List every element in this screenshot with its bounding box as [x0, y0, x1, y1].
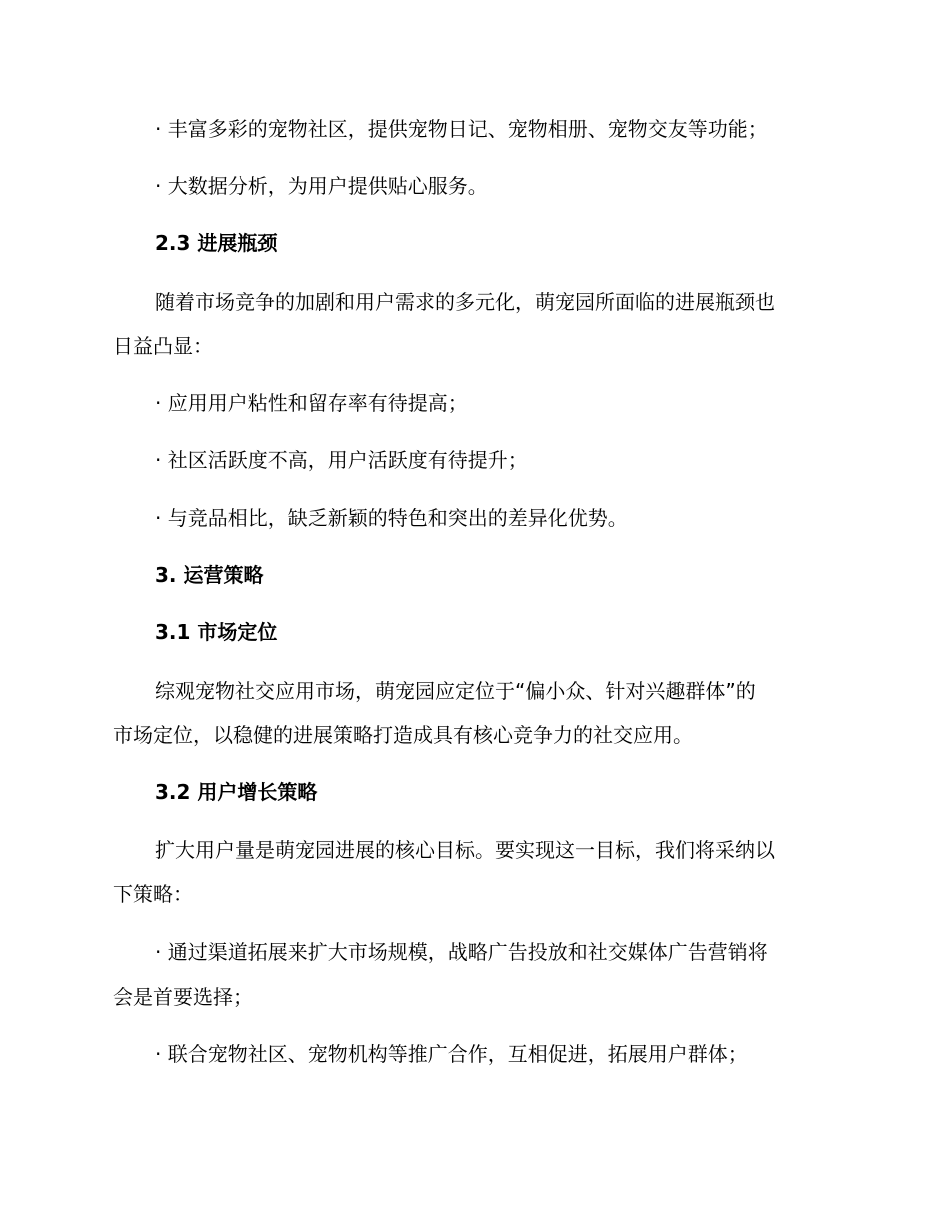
paragraph-bottleneck-line-1: 随着市场竞争的加剧和用户需求的多元化，萌宠园所面临的进展瓶颈也: [155, 290, 775, 314]
section-heading-3-2: 3.2 用户增长策略: [155, 780, 318, 804]
bullet-partnerships: · 联合宠物社区、宠物机构等推广合作，互相促进，拓展用户群体；: [155, 1042, 748, 1066]
bullet-big-data: · 大数据分析，为用户提供贴心服务。: [155, 174, 488, 198]
paragraph-growth-line-2: 下策略：: [113, 882, 193, 906]
bullet-competition: · 与竞品相比，缺乏新颖的特色和突出的差异化优势。: [155, 506, 628, 530]
paragraph-position-line-1: 综观宠物社交应用市场，萌宠园应定位于“偏小众、针对兴趣群体”的: [155, 679, 756, 703]
bullet-channels-line-1: · 通过渠道拓展来扩大市场规模，战略广告投放和社交媒体广告营销将: [155, 940, 768, 964]
bullet-community-activity: · 社区活跃度不高，用户活跃度有待提升；: [155, 448, 528, 472]
paragraph-growth-line-1: 扩大用户量是萌宠园进展的核心目标。要实现这一目标，我们将采纳以: [155, 838, 775, 862]
section-heading-2-3: 2.3 进展瓶颈: [155, 231, 278, 255]
section-heading-3-1: 3.1 市场定位: [155, 620, 278, 644]
bullet-channels-line-2: 会是首要选择；: [113, 985, 253, 1009]
paragraph-position-line-2: 市场定位，以稳健的进展策略打造成具有核心竞争力的社交应用。: [113, 723, 693, 747]
bullet-stickiness: · 应用用户粘性和留存率有待提高；: [155, 391, 468, 415]
bullet-pet-community: · 丰富多彩的宠物社区，提供宠物日记、宠物相册、宠物交友等功能；: [155, 117, 768, 141]
section-heading-3: 3. 运营策略: [155, 563, 264, 587]
paragraph-bottleneck-line-2: 日益凸显：: [113, 334, 213, 358]
